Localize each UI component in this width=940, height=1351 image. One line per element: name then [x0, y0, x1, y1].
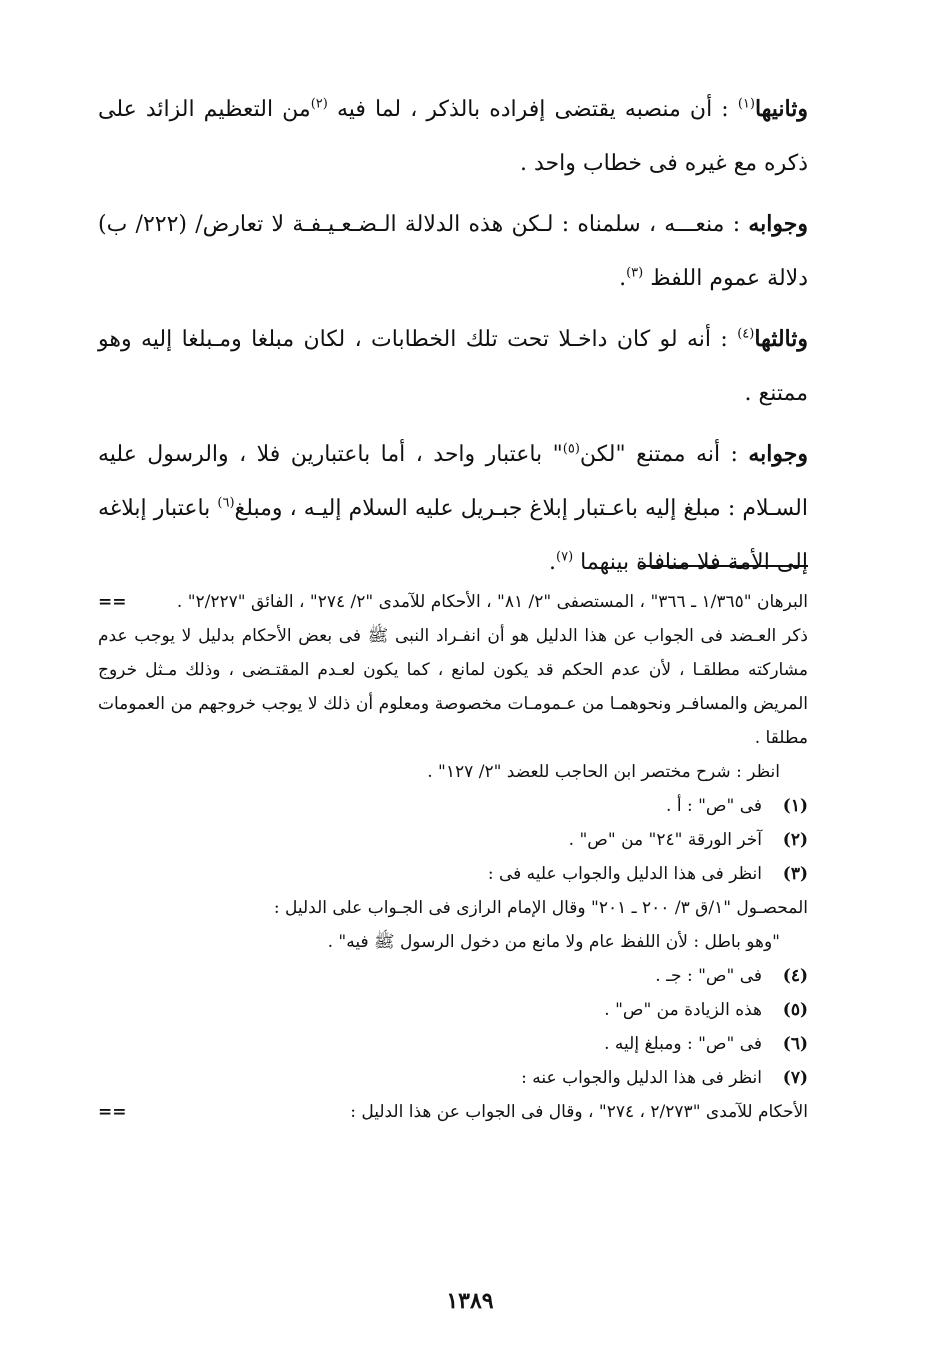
footnote-7-continuation — [98, 1095, 808, 1129]
footnote-4 — [98, 959, 808, 993]
paragraph-text: : أنه ممتنع "لكن — [579, 442, 749, 467]
paragraph-lead: وثالثها — [754, 326, 808, 352]
footnote-text: هذه الزيادة من "ص" . — [604, 1000, 762, 1020]
footnote-text: انظر فى هذا الدليل والجواب عليه فى : — [487, 864, 762, 884]
paragraph-text: : أن منصبه يقتضى إفراده بالذكر ، لما فيه — [327, 97, 738, 122]
paragraph-reply-one — [98, 197, 808, 306]
footnote-text: فى "ص" : أ . — [666, 796, 762, 816]
footnote-number: (٢) — [782, 830, 808, 850]
paragraph-second-argument — [98, 82, 808, 191]
footnote-1 — [98, 789, 808, 823]
footnote-ref[interactable]: (٣) — [626, 265, 644, 281]
main-text — [98, 82, 808, 596]
continuation-marker: == — [98, 1102, 127, 1122]
paragraph-lead: وثانيها — [754, 96, 809, 122]
footnote-text: فى "ص" : ومبلغ إليه . — [604, 1034, 762, 1054]
page-number: ١٣٨٩ — [446, 1288, 494, 1314]
footnote-ref[interactable]: (٤) — [737, 326, 755, 342]
footnote-text: فى "ص" : جـ . — [655, 966, 762, 986]
footnote-ref[interactable]: (٦) — [217, 495, 235, 511]
paragraph-text: . — [619, 266, 627, 291]
footnote-7 — [98, 1061, 808, 1095]
footnote-ref[interactable]: (٧) — [556, 549, 574, 565]
paragraph-text: : أنه لو كان داخـلا تحت تلك الخطابات ، لكان مبلغا ومـبلغا إليه وهو ممتنع . — [98, 327, 808, 406]
paragraph-text: . — [549, 550, 557, 575]
footnote-continuation-text: انظر : شرح مختصر ابن الحاجب للعضد "٢/ ١٢٧" . — [427, 762, 780, 782]
paragraph-text: " باعتبار واحد ، أما باعتبارين فلا ، والرسول عليه السـلام : مبلغ إليه باعـتبار إبلاغ جبـريل عليه السلام إليـه ، ومبلغ — [98, 442, 808, 521]
footnote-ref[interactable]: (٥) — [562, 441, 580, 457]
footnote-text: آخر الورقة "٢٤" من "ص" . — [568, 830, 762, 850]
footnote-number: (١) — [782, 796, 808, 816]
paragraph-text: باعتبار إبلاغه إلى الأمة فلا منافاة بينهما — [98, 496, 808, 575]
footnote-text: انظر فى هذا الدليل والجواب عنه : — [521, 1068, 762, 1088]
footnote-5 — [98, 993, 808, 1027]
continuation-marker: == — [98, 592, 127, 612]
footnote-ref[interactable]: (١) — [737, 96, 755, 112]
paragraph-lead: وجوابه — [748, 441, 809, 467]
paragraph-text: : منعـــه ، سلمناه : لـكن هذه الدلالة الـضـعـيـفـة لا تعارض/ (٢٢٢/ ب) دلالة عموم اللفظ — [98, 212, 808, 291]
footnote-2 — [98, 823, 808, 857]
paragraph-third-argument — [98, 312, 808, 421]
footnote-continuation-text: ذكر العـضد فى الجواب عن هذا الدليل هو أن انفـراد النبى ﷺ فى بعض الأحكام بدليل لا يوجب عدم مشاركته مطلقـا ، لأن عدم الحكم قد يكون لمانع ، كما يكون لعـدم المقتـضى ، وذلك مـثل خروج المريض والمسافـر ونحوهمـا من عـمومـات مخصوصة ومعلوم أن ذلك لا يوجب خروجهم من العمومات مطلقا . — [98, 626, 808, 748]
footnote-3 — [98, 857, 808, 891]
paragraph-text: من التعظيم الزائد على ذكره مع غيره فى خطاب واحد . — [98, 97, 808, 176]
footnote-number: (٧) — [782, 1068, 808, 1088]
footnote-7-continuation-text: الأحكام للآمدى "٢/٢٧٣ ، ٢٧٤" ، وقال فى الجواب عن هذا الدليل : — [350, 1102, 808, 1122]
footnote-3-quote: "وهو باطل : لأن اللفظ عام ولا مانع من دخول الرسول ﷺ فيه" . — [327, 932, 780, 952]
footnote-ref[interactable]: (٢) — [310, 96, 328, 112]
footnotes — [98, 585, 808, 1129]
footnote-number: (٦) — [782, 1034, 808, 1054]
footnote-divider — [640, 565, 808, 567]
footnote-6 — [98, 1027, 808, 1061]
footnote-continuation-text: البرهان "١/٣٦٥ ـ ٣٦٦" ، المستصفى "٢/ ٨١" ، الأحكام للآمدى "٢/ ٢٧٤" ، الفائق "٢/٢٢٧" . — [176, 592, 808, 612]
footnote-continuation — [98, 585, 808, 619]
footnote-number: (٤) — [782, 966, 808, 986]
footnote-3-continuation: المحصـول "١/ق ٣/ ٢٠٠ ـ ٢٠١" وقال الإمام الرازى فى الجـواب على الدليل : — [273, 898, 808, 918]
footnote-number: (٥) — [782, 1000, 808, 1020]
footnote-number: (٣) — [782, 864, 808, 884]
paragraph-lead: وجوابه — [748, 211, 808, 237]
